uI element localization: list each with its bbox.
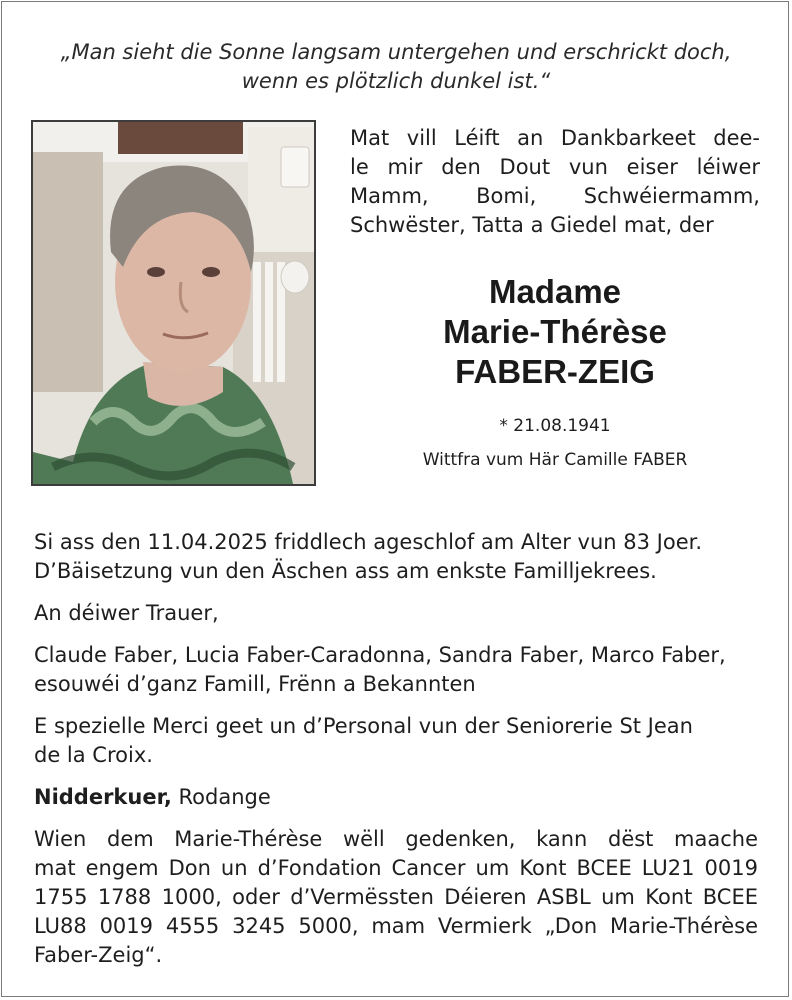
- thanks-line-1: E spezielle Merci geet un d’Personal vun der Seniorerie St Jean: [34, 714, 693, 738]
- grief-line: An déiwer Trauer,: [34, 601, 219, 625]
- death-line-2: D’Bäisetzung vun den Äschen ass am enkste Familljekrees.: [34, 559, 657, 583]
- donation-line: mat engem Don un d’Fondation Cancer um Kont BCEE LU21 0019: [34, 856, 758, 880]
- family-line-2: esouwéi d’ganz Famill, Frënn a Bekannten: [34, 672, 476, 696]
- family-line-1: Claude Faber, Lucia Faber-Caradonna, Sandra Faber, Marco Faber,: [34, 643, 726, 667]
- donation-line: 1755 1788 1000, oder d’Vermëssten Déieren ASBL um Kont BCEE: [34, 885, 758, 909]
- portrait-photo: [31, 120, 316, 486]
- place-rest: Rodange: [171, 785, 271, 809]
- name-family: FABER-ZEIG: [455, 353, 655, 390]
- family-paragraph: [34, 641, 758, 699]
- intro-line: Schwëster, Tatta a Giedel mat, der: [350, 213, 714, 237]
- quote-line-1: „Man sieht die Sonne langsam untergehen und erschrickt doch,: [60, 40, 732, 64]
- opening-quote: [0, 38, 792, 96]
- intro-text: [350, 124, 760, 240]
- intro-line: Mat vill Léift an Dankbarkeet dee-: [350, 126, 760, 150]
- donation-line: LU88 0019 4555 3245 5000, mam Vermierk „Don Marie-Thérèse: [34, 914, 758, 938]
- place-line: [34, 783, 758, 812]
- widow-note: Wittfra vum Här Camille FABER: [422, 450, 688, 470]
- name-given: Marie-Thérèse: [443, 313, 667, 350]
- donation-paragraph: [34, 825, 758, 970]
- donation-line: Wien dem Marie-Thérèse wëll gedenken, kann dëst maache: [34, 827, 758, 851]
- notice-body: [34, 528, 758, 970]
- donation-line: Faber-Zeig“.: [34, 943, 163, 967]
- intro-line: Mamm, Bomi, Schwéiermamm,: [350, 184, 760, 208]
- thanks-paragraph: [34, 712, 758, 770]
- deceased-name: [350, 272, 760, 392]
- death-paragraph: [34, 528, 758, 586]
- place-bold: Nidderkuer,: [34, 785, 172, 809]
- thanks-line-2: de la Croix.: [34, 743, 153, 767]
- intro-line: le mir den Dout vun eiser léiwer: [350, 155, 760, 179]
- name-title: Madame: [488, 273, 622, 310]
- birth-date: * 21.08.1941: [499, 416, 611, 436]
- quote-line-2: wenn es plötzlich dunkel ist.“: [241, 69, 551, 93]
- death-line-1: Si ass den 11.04.2025 friddlech ageschlof am Alter vun 83 Joer.: [34, 530, 703, 554]
